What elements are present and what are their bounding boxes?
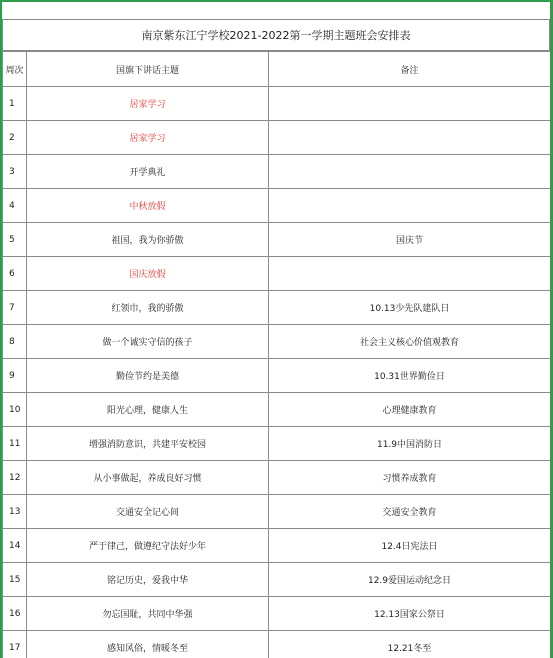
cell-note[interactable]: 交通安全教育: [269, 495, 551, 529]
table-row: [3, 257, 551, 291]
table-row: [3, 121, 551, 155]
table-row: [3, 291, 551, 325]
cell-topic[interactable]: 中秋放假: [27, 189, 269, 223]
cell-week[interactable]: 8: [3, 325, 27, 359]
cell-topic[interactable]: 做一个诚实守信的孩子: [27, 325, 269, 359]
table-row: [3, 461, 551, 495]
cell-topic[interactable]: 勿忘国耻，共同中华强: [27, 597, 269, 631]
cell-note[interactable]: 10.13少先队建队日: [269, 291, 551, 325]
cell-week[interactable]: 9: [3, 359, 27, 393]
table-row: [3, 563, 551, 597]
cell-week[interactable]: 17: [3, 631, 27, 658]
cell-note[interactable]: 12.4日宪法日: [269, 529, 551, 563]
cell-note[interactable]: 社会主义核心价值观教育: [269, 325, 551, 359]
table-row: [3, 631, 551, 658]
spreadsheet: [2, 2, 550, 658]
cell-week[interactable]: 14: [3, 529, 27, 563]
cell-note[interactable]: [269, 121, 551, 155]
cell-topic[interactable]: 红领巾，我的骄傲: [27, 291, 269, 325]
cell-note[interactable]: 12.13国家公祭日: [269, 597, 551, 631]
cell-topic[interactable]: 从小事做起，养成良好习惯: [27, 461, 269, 495]
cell-week[interactable]: 1: [3, 87, 27, 121]
schedule-table: [2, 51, 550, 658]
sheet-title: 南京紫东江宁学校2021-2022第一学期主题班会安排表: [2, 19, 550, 51]
cell-topic[interactable]: 祖国，我为你骄傲: [27, 223, 269, 257]
cell-note[interactable]: [269, 257, 551, 291]
cell-week[interactable]: 13: [3, 495, 27, 529]
cell-topic[interactable]: 交通安全记心间: [27, 495, 269, 529]
table-row: [3, 359, 551, 393]
table-row: [3, 427, 551, 461]
cell-note[interactable]: [269, 189, 551, 223]
cell-topic[interactable]: 勤俭节约是美德: [27, 359, 269, 393]
cell-topic[interactable]: 开学典礼: [27, 155, 269, 189]
cell-week[interactable]: 11: [3, 427, 27, 461]
cell-week[interactable]: 15: [3, 563, 27, 597]
cell-note[interactable]: 心理健康教育: [269, 393, 551, 427]
cell-topic[interactable]: 铭记历史，爱我中华: [27, 563, 269, 597]
cell-note[interactable]: 12.9爱国运动纪念日: [269, 563, 551, 597]
header-week[interactable]: 周次: [3, 52, 27, 87]
cell-topic[interactable]: 阳光心理，健康人生: [27, 393, 269, 427]
header-note[interactable]: 备注: [269, 52, 551, 87]
cell-week[interactable]: 3: [3, 155, 27, 189]
cell-week[interactable]: 16: [3, 597, 27, 631]
table-row: [3, 529, 551, 563]
cell-week[interactable]: 4: [3, 189, 27, 223]
cell-week[interactable]: 2: [3, 121, 27, 155]
cell-topic[interactable]: 增强消防意识，共建平安校园: [27, 427, 269, 461]
cell-topic[interactable]: 居家学习: [27, 87, 269, 121]
cell-topic[interactable]: 感知风俗，情暖冬至: [27, 631, 269, 658]
header-topic[interactable]: 国旗下讲话主题: [27, 52, 269, 87]
table-row: [3, 393, 551, 427]
cell-note[interactable]: 国庆节: [269, 223, 551, 257]
cell-note[interactable]: 11.9中国消防日: [269, 427, 551, 461]
table-row: [3, 495, 551, 529]
table-row: [3, 87, 551, 121]
cell-topic[interactable]: 国庆放假: [27, 257, 269, 291]
cell-week[interactable]: 7: [3, 291, 27, 325]
cell-note[interactable]: [269, 87, 551, 121]
cell-week[interactable]: 5: [3, 223, 27, 257]
table-header-row: [3, 52, 551, 87]
cell-note[interactable]: 10.31世界勤俭日: [269, 359, 551, 393]
cell-note[interactable]: 习惯养成教育: [269, 461, 551, 495]
table-row: [3, 155, 551, 189]
cell-week[interactable]: 12: [3, 461, 27, 495]
table-row: [3, 189, 551, 223]
cell-week[interactable]: 10: [3, 393, 27, 427]
table-row: [3, 325, 551, 359]
cell-note[interactable]: [269, 155, 551, 189]
table-row: [3, 597, 551, 631]
cell-topic[interactable]: 严于律己，做遵纪守法好少年: [27, 529, 269, 563]
cell-week[interactable]: 6: [3, 257, 27, 291]
table-row: [3, 223, 551, 257]
cell-topic[interactable]: 居家学习: [27, 121, 269, 155]
cell-note[interactable]: 12.21冬至: [269, 631, 551, 658]
